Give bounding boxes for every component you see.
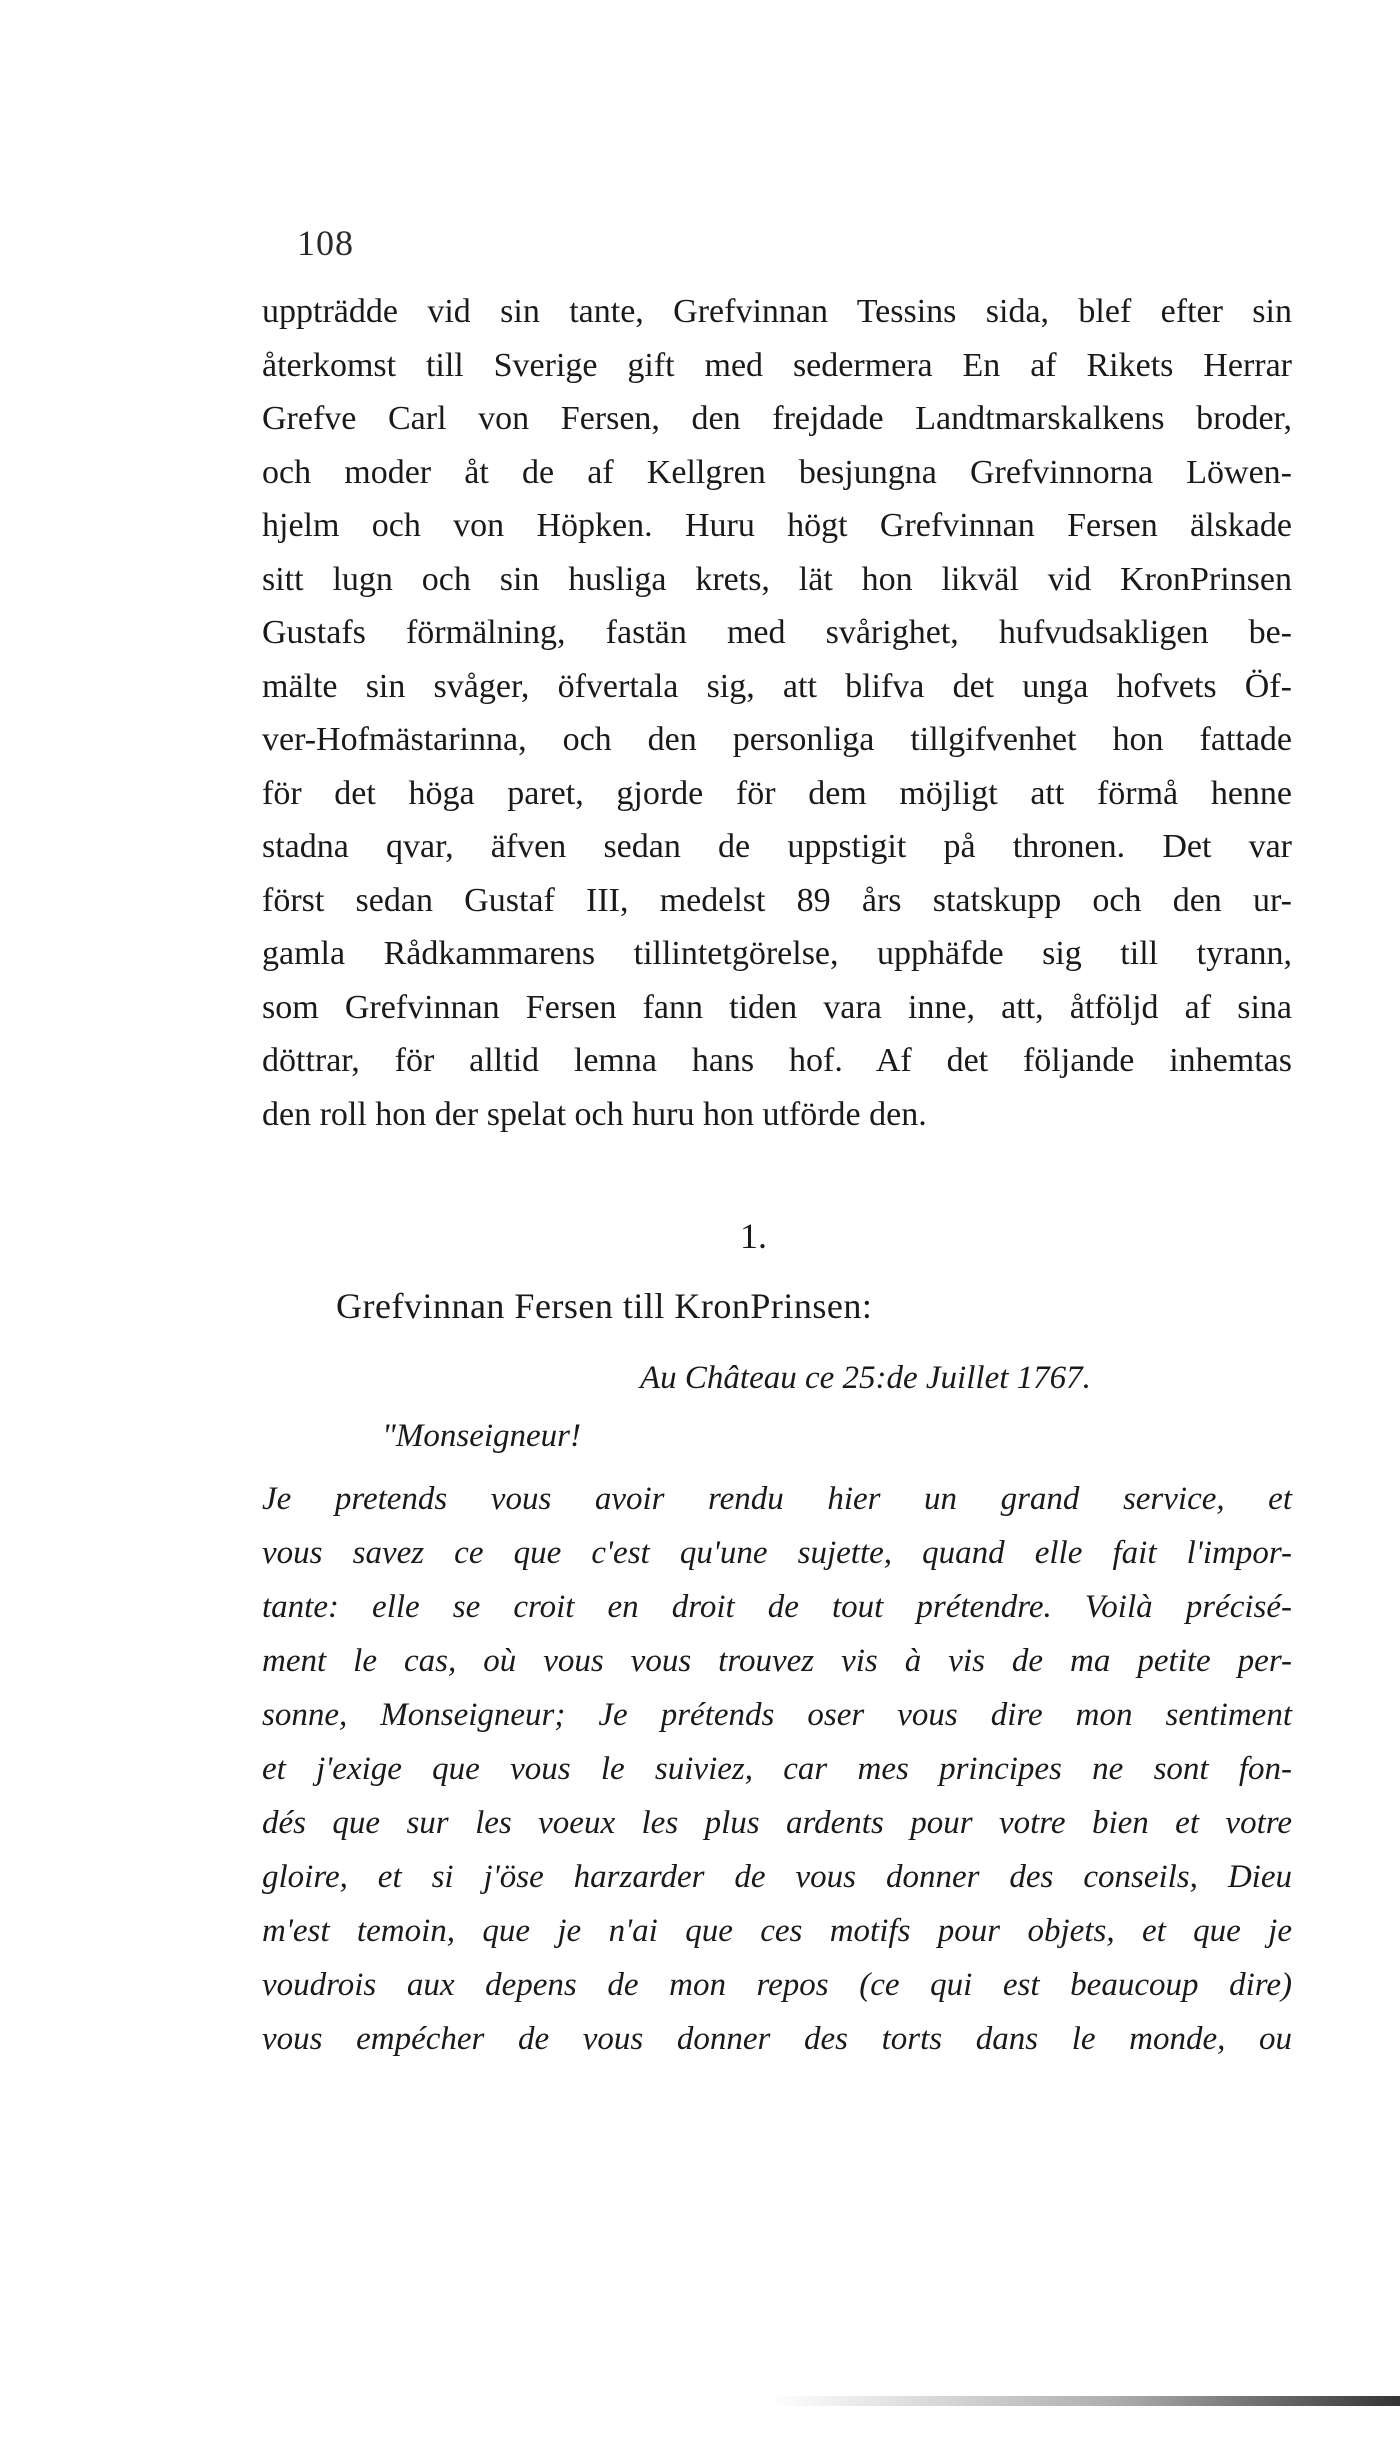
letter-body xyxy=(262,1472,1292,2066)
body-line: Grefve Carl von Fersen, den frejdade Landtmarskalkens broder, xyxy=(262,400,1292,437)
letter-dateline: Au Château ce 25:de Juillet 1767. xyxy=(640,1360,1091,1396)
letter-number: 1. xyxy=(740,1216,767,1256)
letter-line: vous savez ce que c'est qu'une sujette, quand elle fait l'impor- xyxy=(262,1535,1292,1571)
body-paragraph xyxy=(262,285,1292,1141)
letter-line: vous empécher de vous donner des torts dans le monde, ou xyxy=(262,2021,1292,2057)
letter-line: gloire, et si j'öse harzarder de vous donner des conseils, Dieu xyxy=(262,1859,1292,1895)
body-line: sitt lugn och sin husliga krets, lät hon likväl vid KronPrinsen xyxy=(262,560,1292,598)
body-line: gamla Rådkammarens tillintetgörelse, upphäfde sig till tyrann, xyxy=(262,935,1292,972)
letter-line: Je pretends vous avoir rendu hier un grand service, et xyxy=(262,1481,1292,1517)
letter-line: voudrois aux depens de mon repos (ce qui est beaucoup dire) xyxy=(262,1967,1292,2003)
body-line: döttrar, för alltid lemna hans hof. Af det följande inhemtas xyxy=(262,1042,1292,1079)
body-line: hjelm och von Höpken. Huru högt Grefvinnan Fersen älskade xyxy=(262,507,1292,544)
page-edge-shadow xyxy=(0,2396,1400,2406)
body-line: stadna qvar, äfven sedan de uppstigit på thronen. Det var xyxy=(262,828,1292,865)
body-line: först sedan Gustaf III, medelst 89 års statskupp och den ur- xyxy=(262,881,1292,919)
body-line: Gustafs förmälning, fastän med svårighet, hufvudsakligen be- xyxy=(262,614,1292,651)
body-line: mälte sin svåger, öfvertala sig, att blifva det unga hofvets Öf- xyxy=(262,667,1292,705)
letter-heading: Grefvinnan Fersen till KronPrinsen: xyxy=(336,1286,873,1326)
body-line: för det höga paret, gjorde för dem möjligt att förmå henne xyxy=(262,774,1292,812)
letter-line: et j'exige que vous le suiviez, car mes principes ne sont fon- xyxy=(262,1751,1292,1787)
body-line: som Grefvinnan Fersen fann tiden vara inne, att, åtföljd af sina xyxy=(262,988,1292,1026)
body-line: uppträdde vid sin tante, Grefvinnan Tessins sida, blef efter sin xyxy=(262,293,1292,330)
letter-line: ment le cas, où vous vous trouvez vis à vis de ma petite per- xyxy=(262,1643,1292,1679)
body-line: ver-Hofmästarinna, och den personliga tillgifvenhet hon fattade xyxy=(262,721,1292,758)
letter-salutation: "Monseigneur! xyxy=(382,1418,581,1454)
letter-line: tante: elle se croit en droit de tout prétendre. Voilà précisé- xyxy=(262,1589,1292,1625)
page-number: 108 xyxy=(297,223,354,263)
body-line: och moder åt de af Kellgren besjungna Grefvinnorna Löwen- xyxy=(262,453,1292,491)
letter-line: sonne, Monseigneur; Je prétends oser vous dire mon sentiment xyxy=(262,1697,1292,1733)
body-line: återkomst till Sverige gift med sedermera En af Rikets Herrar xyxy=(262,346,1292,384)
letter-line: m'est temoin, que je n'ai que ces motifs pour objets, et que je xyxy=(262,1913,1292,1949)
body-line: den roll hon der spelat och huru hon utförde den. xyxy=(262,1095,927,1133)
letter-line: dés que sur les voeux les plus ardents pour votre bien et votre xyxy=(262,1805,1292,1841)
